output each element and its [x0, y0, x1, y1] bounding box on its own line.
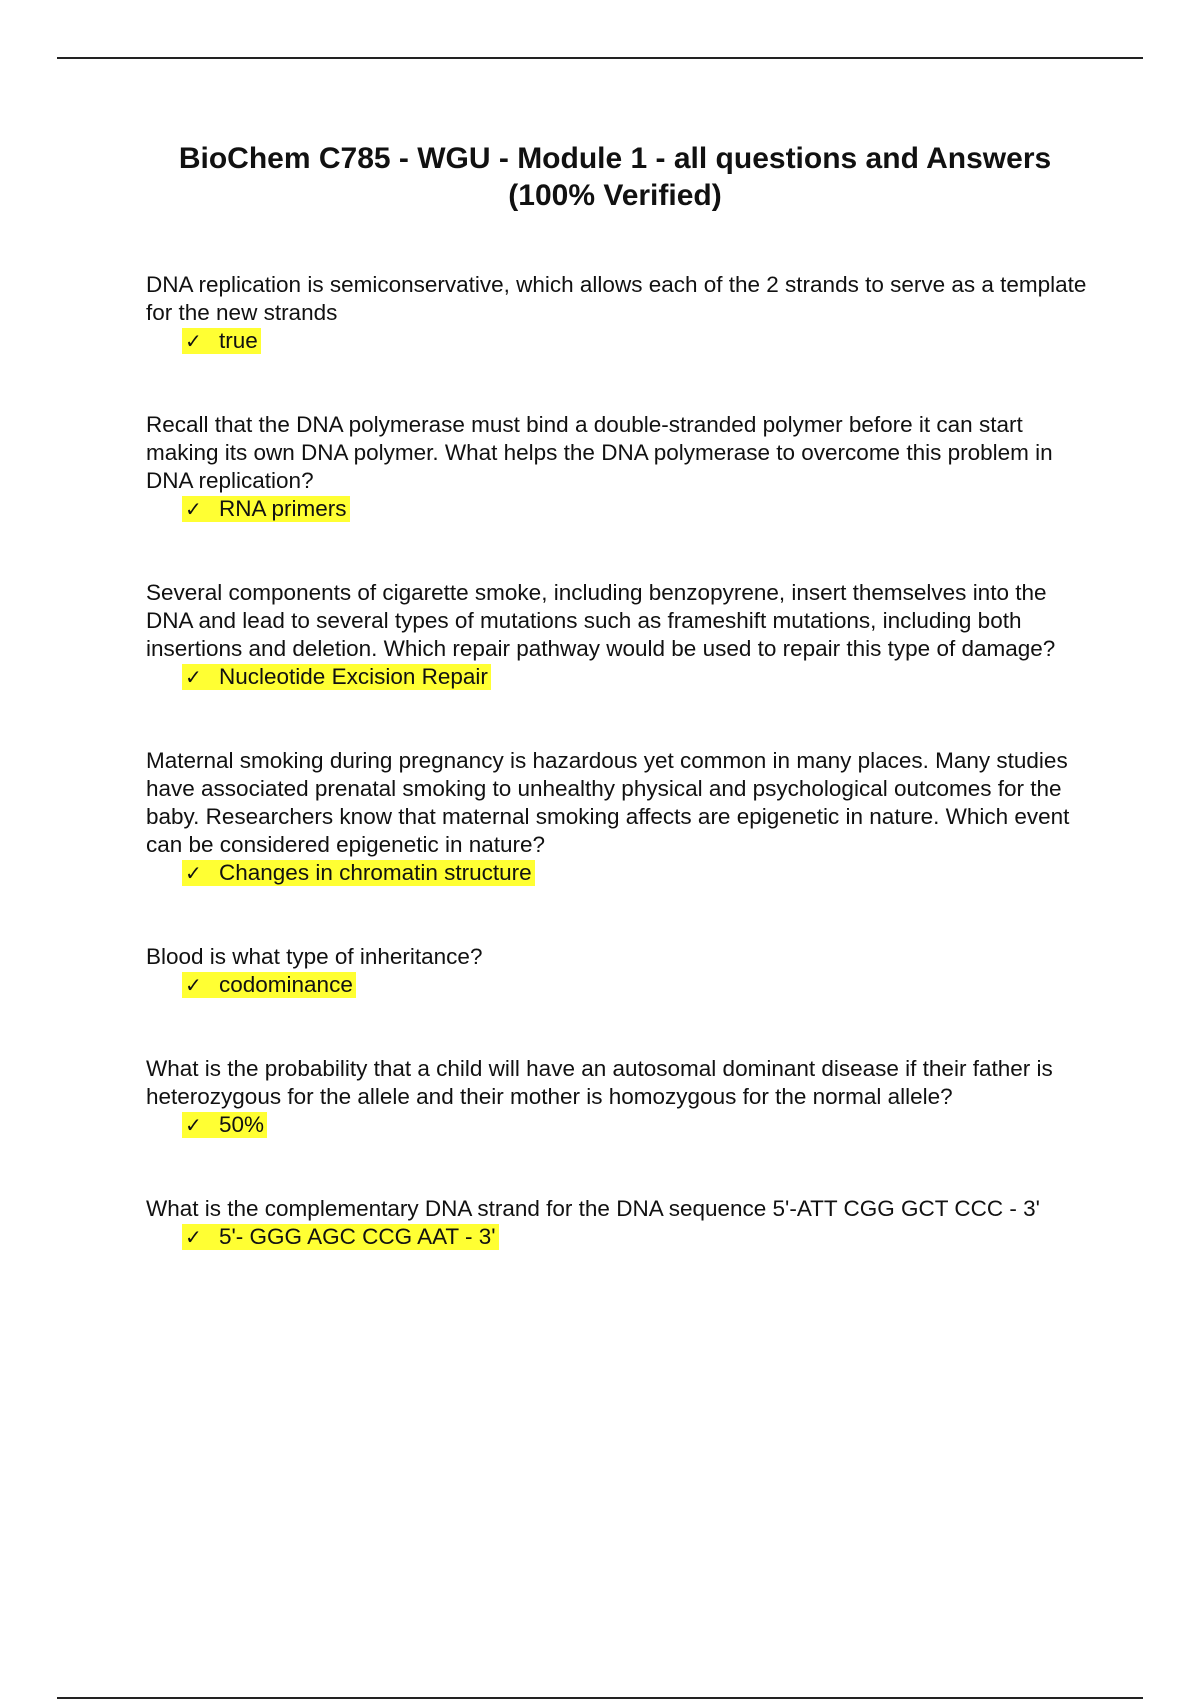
document-body: [146, 140, 1096, 1307]
answer-text: 50%: [219, 1112, 265, 1137]
answer: [182, 1111, 1096, 1139]
header-rule: [57, 57, 1143, 59]
answer: [182, 663, 1096, 691]
document-title: [130, 140, 1100, 214]
answer-highlight: [182, 664, 491, 690]
answer-text: 5'- GGG AGC CCG AAT - 3': [219, 1224, 496, 1249]
checkmark-icon: ✓: [185, 1225, 202, 1249]
question-text: Several components of cigarette smoke, including benzopyrene, insert themselves into the DNA and lead to several types of mutations such as frameshift mutations, including both insertions and deletion. Which repair pathway would be used to repair this type of damage?: [146, 580, 1056, 661]
answer-text: Changes in chromatin structure: [219, 860, 532, 885]
question-text: DNA replication is semiconservative, which allows each of the 2 strands to serve as a template for the new strands: [146, 272, 1087, 325]
checkmark-icon: ✓: [185, 497, 202, 521]
qa-item: [146, 411, 1096, 523]
answer-highlight: [182, 328, 261, 354]
question-text: Blood is what type of inheritance?: [146, 944, 483, 969]
question-text: Maternal smoking during pregnancy is hazardous yet common in many places. Many studies have associated prenatal smoking to unhealthy physical and psychological outcomes for the baby. Researchers know that maternal smoking affects are epigenetic in nature. Which event can be considered epigenetic in nature?: [146, 748, 1070, 857]
footer-rule: [57, 1697, 1143, 1699]
answer: [182, 495, 1096, 523]
answer: [182, 327, 1096, 355]
question-text: What is the probability that a child will have an autosomal dominant disease if their father is heterozygous for the allele and their mother is homozygous for the normal allele?: [146, 1056, 1053, 1109]
answer-highlight: [182, 860, 535, 886]
qa-item: [146, 1195, 1096, 1251]
answer-highlight: [182, 496, 350, 522]
title-line-1: BioChem C785 - WGU - Module 1 - all questions and Answers: [178, 142, 1052, 175]
answer-text: codominance: [219, 972, 353, 997]
qa-item: [146, 271, 1096, 355]
answer: [182, 971, 1096, 999]
answer: [182, 1223, 1096, 1251]
checkmark-icon: ✓: [185, 1113, 202, 1137]
answer-text: RNA primers: [219, 496, 347, 521]
qa-item: [146, 579, 1096, 691]
answer-highlight: [182, 1224, 499, 1250]
checkmark-icon: ✓: [185, 861, 202, 885]
title-line-2: (100% Verified): [508, 179, 722, 212]
qa-item: [146, 747, 1096, 887]
qa-item: [146, 943, 1096, 999]
answer-text: true: [219, 328, 258, 353]
qa-item: [146, 1055, 1096, 1139]
answer-highlight: [182, 1112, 267, 1138]
question-text: Recall that the DNA polymerase must bind a double-stranded polymer before it can start making its own DNA polymer. What helps the DNA polymerase to overcome this problem in DNA replication?: [146, 412, 1053, 493]
checkmark-icon: ✓: [185, 329, 202, 353]
answer-highlight: [182, 972, 356, 998]
question-text: What is the complementary DNA strand for the DNA sequence 5'-ATT CGG GCT CCC - 3': [146, 1196, 1040, 1221]
checkmark-icon: ✓: [185, 973, 202, 997]
checkmark-icon: ✓: [185, 665, 202, 689]
answer: [182, 859, 1096, 887]
answer-text: Nucleotide Excision Repair: [219, 664, 488, 689]
